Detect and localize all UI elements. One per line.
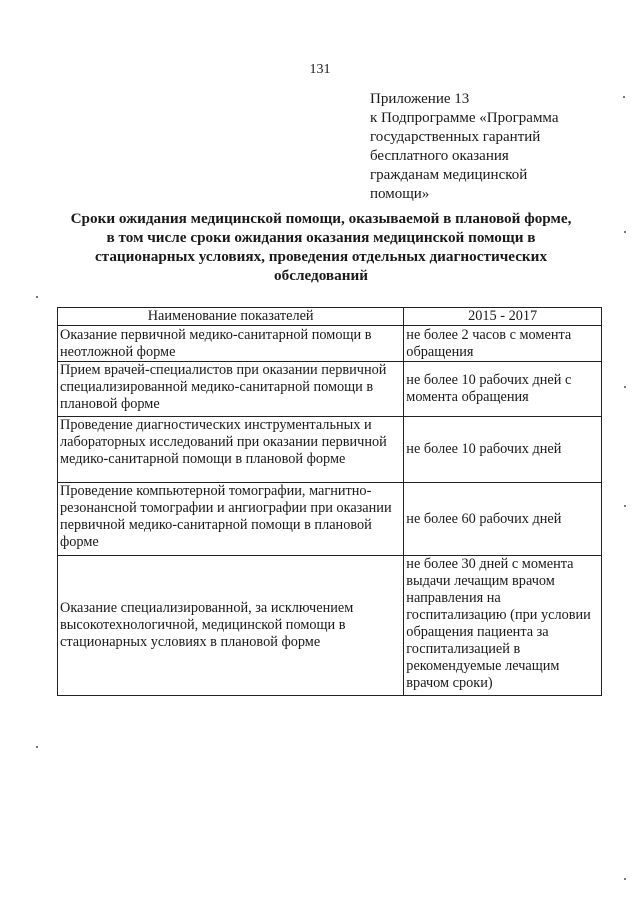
title-line: стационарных условиях, проведения отдельных диагностических: [94, 248, 548, 265]
indicator-cell: Прием врачей-специалистов при оказании первичной специализированной медико-санитарной помощи в плановой форме: [58, 362, 404, 417]
header-indicator: Наименование показателей: [58, 308, 404, 326]
scan-speck: [623, 96, 625, 98]
title-line: в том числе сроки ожидания оказания медицинской помощи в: [106, 229, 536, 246]
title-line: Сроки ожидания медицинской помощи, оказываемой в плановой форме,: [70, 210, 572, 227]
appendix-line: к Подпрограмме «Программа: [370, 110, 559, 126]
table-row: [58, 362, 602, 417]
table-row: [58, 483, 602, 556]
scan-speck: [36, 296, 38, 298]
indicator-cell: Оказание первичной медико-санитарной помощи в неотложной форме: [58, 326, 404, 362]
scan-speck: [36, 746, 38, 748]
table-row: [58, 417, 602, 483]
indicator-cell: Проведение диагностических инструментальных и лабораторных исследований при оказании первичной медико-санитарной помощи в плановой форме: [58, 417, 404, 483]
header-period: 2015 - 2017: [404, 308, 602, 326]
page-number: 131: [309, 62, 331, 77]
scan-speck: [624, 878, 626, 880]
appendix-line: Приложение 13: [370, 91, 470, 107]
appendix-line: помощи»: [370, 186, 430, 202]
appendix-line: гражданам медицинской: [370, 167, 528, 183]
term-cell: не более 2 часов с момента обращения: [404, 326, 602, 362]
appendix-line: государственных гарантий: [370, 129, 541, 145]
indicator-cell: Оказание специализированной, за исключением высокотехнологичной, медицинской помощи в стационарных условиях в плановой форме: [58, 556, 404, 696]
table-header-row: [58, 308, 602, 326]
term-cell: не более 10 рабочих дней с момента обращения: [404, 362, 602, 417]
table-row: [58, 326, 602, 362]
scan-speck: [624, 505, 626, 507]
indicator-cell: Проведение компьютерной томографии, магнитно-резонансной томографии и ангиографии при оказании первичной медико-санитарной помощи в плановой форме: [58, 483, 404, 556]
waiting-times-table: [57, 307, 602, 696]
scan-speck: [624, 231, 626, 233]
term-cell: не более 60 рабочих дней: [404, 483, 602, 556]
title-line: обследований: [274, 267, 368, 284]
term-cell: не более 30 дней с момента выдачи лечащим врачом направления на госпитализацию (при условии обращения пациента за госпитализацией в рекомендуемые лечащим врачом сроки): [404, 556, 602, 696]
appendix-reference: [370, 90, 620, 204]
term-cell: не более 10 рабочих дней: [404, 417, 602, 483]
appendix-line: бесплатного оказания: [370, 148, 509, 164]
scan-speck: [624, 386, 626, 388]
table-row: [58, 556, 602, 696]
document-title: [60, 209, 582, 285]
